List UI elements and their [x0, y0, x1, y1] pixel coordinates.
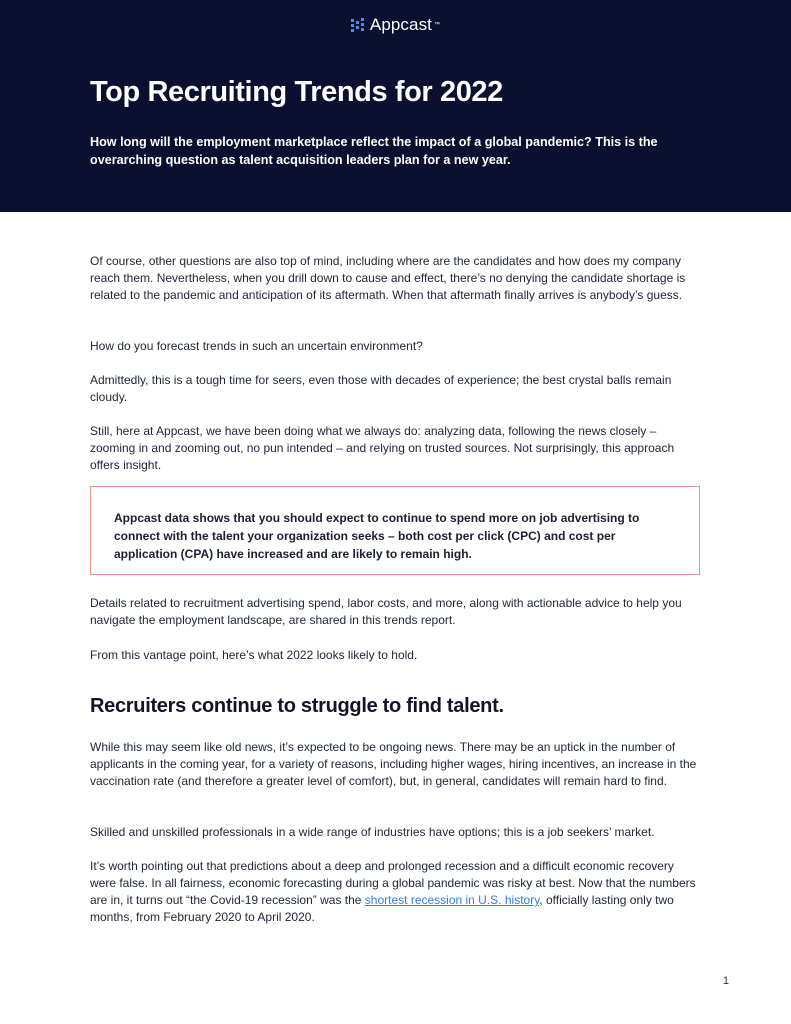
brand-trademark: ™ — [434, 22, 441, 28]
intro-paragraph-4: Still, here at Appcast, we have been doing what we always do: analyzing data, following the news closely – zooming in and zooming out, no pun intended – and relying on trusted sources. Not surprisingly, this approach offers insight. — [90, 424, 675, 472]
intro-paragraph-6: From this vantage point, here’s what 2022 looks likely to hold. — [90, 648, 418, 662]
section-paragraph-1: While this may seem like old news, it’s expected to be ongoing news. There may be an uptick in the number of applicants in the coming year, for a variety of reasons, including higher wages, hiring incentives, an increase in the vaccination rate (and therefore a greater level of comfort), but, in general, candidates will remain hard to find. — [90, 740, 697, 788]
section-heading: Recruiters continue to struggle to find talent. — [90, 695, 504, 717]
callout-text: Appcast data shows that you should expect to continue to spend more on job advertising to connect with the talent your organization seeks – both cost per click (CPC) and cost per application (CPA) have increased and are likely to remain high. — [114, 511, 640, 561]
intro-paragraph-1: Of course, other questions are also top of mind, including where are the candidates and how does my company reach them. Nevertheless, when you drill down to cause and effect, there’s no denying the candidate shortage is related to the pandemic and anticipation of its aftermath. When that aftermath finally arrives is anybody’s guess. — [90, 254, 686, 302]
page-subtitle: How long will the employment marketplace reflect the impact of a global pandemic? This is the overarching question as talent acquisition leaders plan for a new year. — [90, 135, 658, 167]
recession-link[interactable]: shortest recession in U.S. history — [364, 893, 540, 907]
page-title: Top Recruiting Trends for 2022 — [90, 76, 503, 108]
hero-banner — [0, 0, 791, 212]
page-number: 1 — [722, 975, 729, 987]
section-paragraph-3 — [90, 858, 702, 926]
intro-paragraph-2: How do you forecast trends in such an uncertain environment? — [90, 339, 423, 353]
brand-name: Appcast — [369, 15, 433, 34]
section-paragraph-3-start: It’s worth pointing out that predictions about a deep and prolonged recession and a difficult economic recovery were false. In all fairness, economic forecasting during a global pandemic was risky at best. Now that the numbers are in, it turns out “the Covid-19 recession” was the — [90, 859, 696, 907]
intro-paragraph-3: Admittedly, this is a tough time for seers, even those with decades of experience; the best crystal balls remain cloudy. — [90, 373, 672, 404]
section-paragraph-3-end: , officially lasting only two months, from February 2020 to April 2020. — [90, 893, 674, 924]
intro-paragraph-5: Details related to recruitment advertising spend, labor costs, and more, along with actionable advice to help you navigate the employment landscape, are shared in this trends report. — [90, 596, 682, 627]
section-paragraph-2: Skilled and unskilled professionals in a wide range of industries have options; this is a job seekers’ market. — [90, 825, 655, 839]
callout-box — [90, 486, 700, 575]
brand-logo — [0, 15, 791, 35]
appcast-logo-icon — [351, 18, 365, 32]
